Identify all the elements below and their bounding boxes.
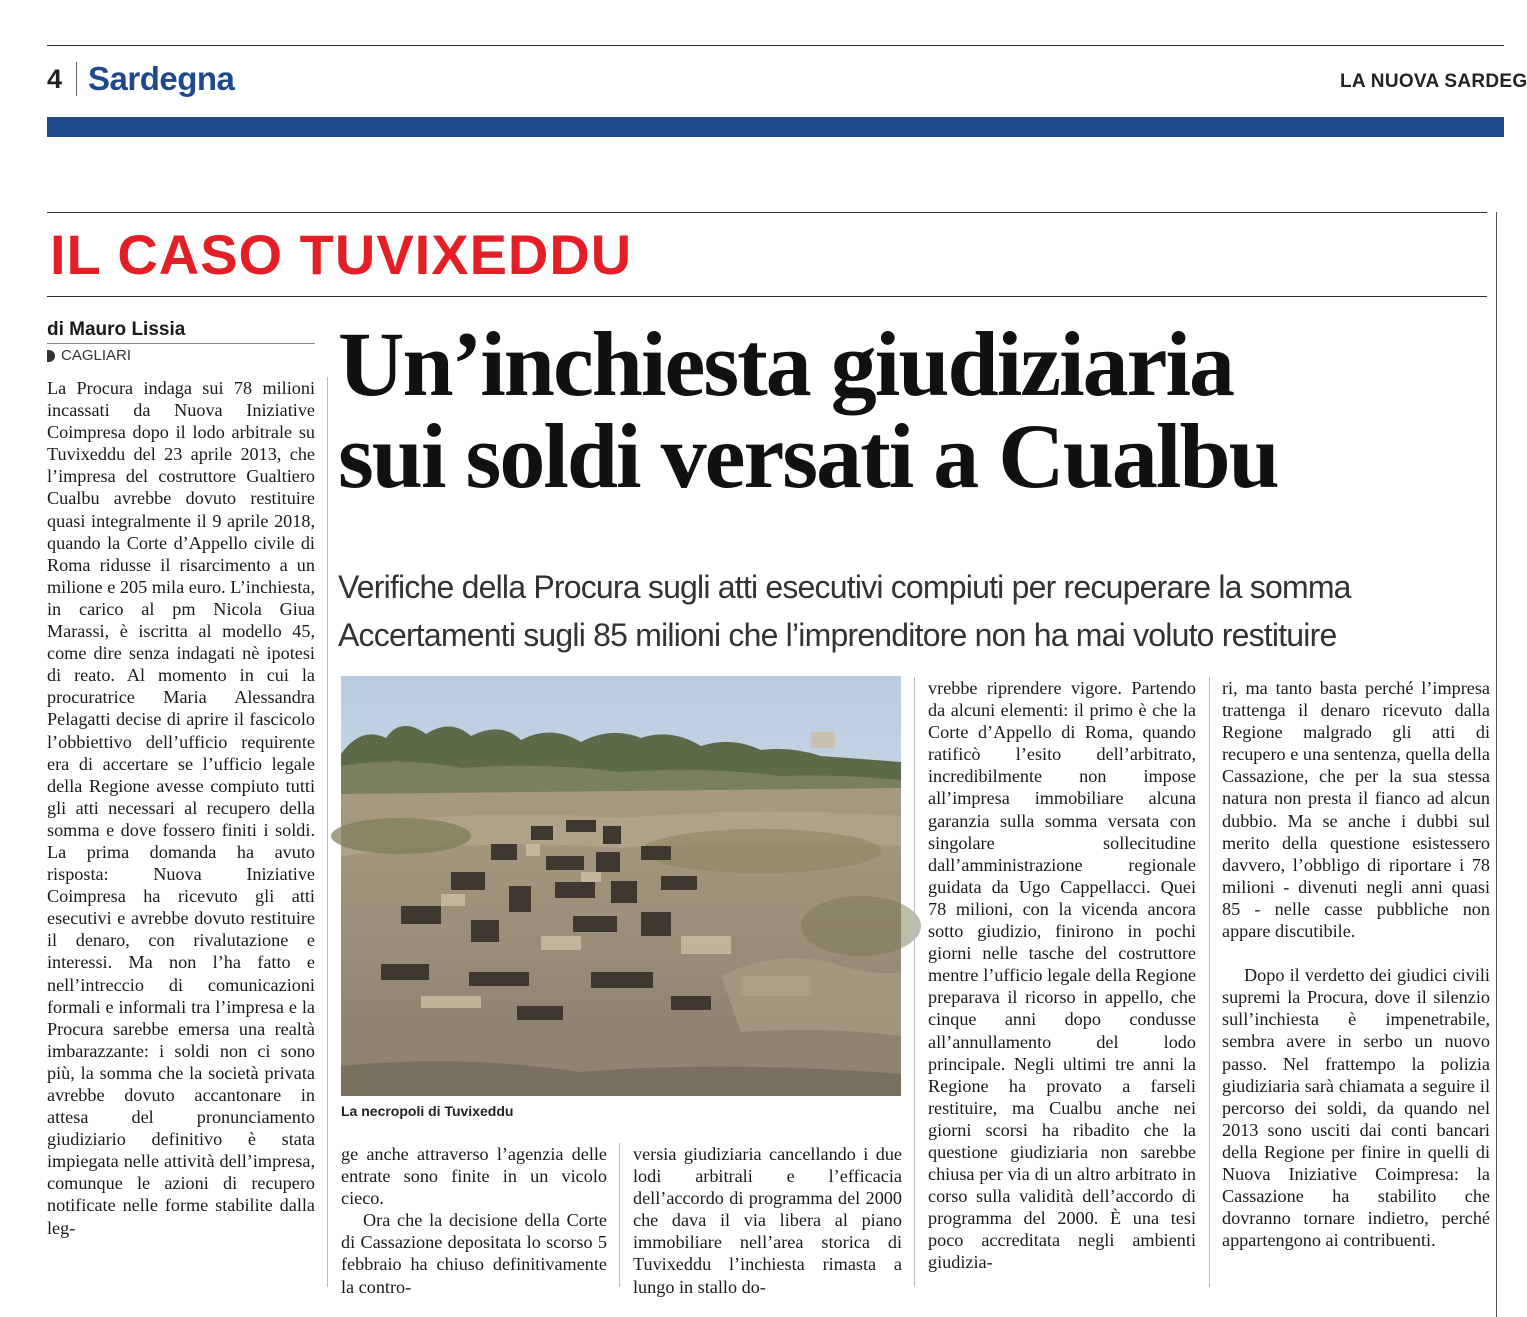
top-rule (47, 45, 1504, 46)
page-number: 4 (47, 64, 63, 94)
section-color-bar (47, 117, 1504, 137)
kicker: IL CASO TUVIXEDDU (50, 223, 633, 286)
subhead-2: Accertamenti sugli 85 milioni che l’imprenditore non ha mai voluto restituire (338, 617, 1337, 653)
article-column-1 (47, 377, 315, 1239)
column-rule-4 (1209, 677, 1210, 1287)
headline-line-1: Un’inchiesta giudiziaria (338, 313, 1234, 415)
column-rule-2 (619, 1143, 620, 1287)
kicker-rule-bottom (47, 296, 1487, 297)
column-5-text-2: Dopo il verdetto dei giudici civili supremi la Procura, dove il silenzio sull’inchiesta è impenetrabile, sembra avere in serbo un nuovo passo. Nel frattempo la polizia giudiziaria sarà chiamata a seguire il percorso dei soldi, da quando nel 2013 sono usciti dai conti bancari della Regione per finire in quelli di Nuova Iniziative Coimpresa: la Cassazione ha stabilito che dovranno tornare indietro, perché appartengono ai contribuenti. (1222, 965, 1490, 1251)
section-title: Sardegna (88, 60, 235, 97)
headline-line-2: sui soldi versati a Cualbu (338, 405, 1278, 507)
dateline-text: CAGLIARI (61, 347, 132, 364)
byline-rule (47, 343, 315, 344)
column-1-text: La Procura indaga sui 78 milioni incassati da Nuova Iniziative Coimpresa dopo il lodo arbitrale su Tuvixeddu del 23 aprile 2013, che l’impresa del costruttore Gualtiero Cualbu avrebbe dovuto restituire quasi integralmente il 9 aprile 2018, quando la Corte d’Appello civile di Roma ridusse il risarcimento a un milione e 205 mila euro. L’inchiesta, in carico al pm Nicola Giua Marassi, è iscritta al modello 45, come dire senza indagati nè ipotesi di reato. Al momento in cui la procuratrice Maria Alessandra Pelagatti decise di aprire il fascicolo l’obbiettivo dell’ufficio requirente era di accertare se l’ufficio legale della Regione avesse compiuto tutti gli atti necessari al recupero della somma e dove fossero finiti i soldi. La prima domanda ha avuto risposta: Nuova Iniziative Coimpresa ha ricevuto gli atti esecutivi e avrebbe dovuto restituire il denaro, con rivalutazione e interessi. Ma non l’ha fatto e nell’intreccio di comunicazioni formali e informali tra l’impresa e la Procura sarebbe emersa una realtà imbarazzante: i soldi non ci sono più, la somma che la società privata avrebbe dovuto accantonare in attesa del pronunciamento giudiziario definitivo è stata impiegata nelle attività dell’impresa, comunque le azioni di recupero notificate nelle forme stabilite dalla leg- (47, 378, 315, 1238)
necropolis-photo (341, 676, 901, 1096)
kicker-rule-top (47, 212, 1487, 213)
column-3-text: versia giudiziaria cancellando i due lodi arbitrali e l’efficacia dell’accordo di programma del 2000 che dava il via libera al piano immobiliare nell’area storica di Tuvixeddu l’inchiesta rimasta a lungo in stallo do- (633, 1144, 902, 1297)
column-2-text-2: Ora che la decisione della Corte di Cassazione depositata lo scorso 5 febbraio ha chiuso definitivamente la contro- (341, 1210, 607, 1297)
column-rule-1 (327, 377, 328, 1287)
column-4-text: vrebbe riprendere vigore. Partendo da alcuni elementi: il primo è che la Corte d’Appello di Roma, quando ratificò l’esito dell’arbitrato, incredibilmente non impose all’impresa immobiliare alcuna garanzia sulla somma versata con singolare sollecitudine dall’amministrazione regionale guidata da Ugo Cappellacci. Quei 78 milioni, con la vicenda ancora sotto giudizio, finirono in pochi giorni nelle tasche del costruttore mentre l’ufficio legale della Regione preparava il ricorso in appello, che cinque anni dopo condusse all’annullamento del lodo principale. Negli ultimi tre anni la Regione ha provato a farseli restituire, ma Cualbu anche nei giorni scorsi ha ribadito che la questione giudiziaria non sarebbe chiusa per via di un altro arbitrato in corso sulla validità dell’accordo di programma del 2000. È una tesi poco accreditata negli ambienti giudizia- (928, 678, 1196, 1273)
subhead-1: Verifiche della Procura sugli atti esecutivi compiuti per recuperare la somma (338, 569, 1351, 605)
article-column-2 (341, 1143, 607, 1298)
right-column-rule (1496, 212, 1497, 1317)
article-column-3 (633, 1143, 902, 1298)
header-separator (76, 62, 77, 96)
column-5-text-1: ri, ma tanto basta perché l’impresa trattenga il denaro ricevuto dalla Regione malgrado gli atti di recupero e una sentenza, quella della Cassazione, che per la sua stessa natura non presta il fianco ad alcun dubbio. Ma se anche i dubbi sul merito della questione esistessero davvero, l’obbligo di riportare i 78 milioni - divenuti negli anni quasi 85 - nelle casse pubbliche non appare discutibile. (1222, 678, 1490, 942)
headline (338, 313, 1488, 507)
masthead: LA NUOVA SARDEG (1340, 71, 1527, 92)
dateline-bullet-icon (47, 350, 55, 362)
column-2-text-1: ge anche attraverso l’agenzia delle entrate sono finite in un vicolo cieco. (341, 1144, 607, 1209)
byline-author: di Mauro Lissia (47, 319, 186, 340)
article-column-4 (928, 677, 1196, 1274)
column-rule-3 (914, 677, 915, 1287)
photo-caption: La necropoli di Tuvixeddu (341, 1103, 514, 1119)
dateline (47, 346, 131, 366)
article-column-5 (1222, 677, 1490, 1251)
